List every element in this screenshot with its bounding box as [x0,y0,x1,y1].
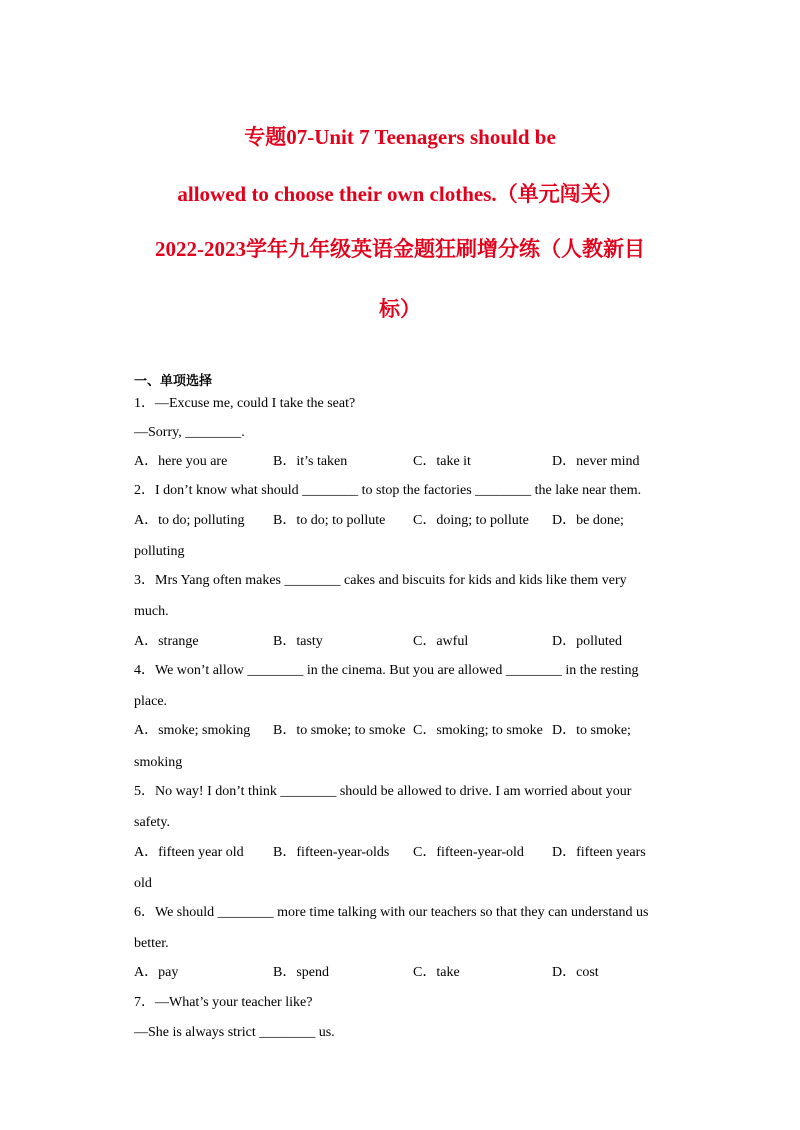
option-b: B．spend [273,965,329,980]
question-stem: —She is always strict ________ us. [134,1025,335,1040]
option-a: A．pay [134,965,179,980]
question-stem: safety. [134,815,171,830]
title-line-3: 2022-2023学年九年级英语金题狂刷增分练（人教新目 [155,237,645,261]
question-stem: —Sorry, ________. [134,425,245,440]
option-b: B．fifteen-year-olds [273,845,390,860]
option-d: D．fifteen years [552,845,646,860]
question-stem: 1．—Excuse me, could I take the seat? [134,396,356,411]
option-c: C．fifteen-year-old [413,845,524,860]
question-stem: 5．No way! I don’t think ________ should be allowed to drive. I am worried about your [134,784,632,799]
option-d: D．never mind [552,454,640,469]
option-d: D．cost [552,965,599,980]
option-b: B．to do; to pollute [273,513,386,528]
title-line-4: 标） [379,297,421,321]
option-a: A．smoke; smoking [134,723,251,738]
option-wrap: polluting [134,544,185,559]
option-c: C．take [413,965,460,980]
option-d: D．be done; [552,513,624,528]
option-c: C．take it [413,454,471,469]
option-c: C．smoking; to smoke [413,723,543,738]
option-b: B．tasty [273,634,323,649]
option-a: A．to do; polluting [134,513,245,528]
option-d: D．to smoke; [552,723,631,738]
question-stem: 2．I don’t know what should ________ to stop the factories ________ the lake near them. [134,483,642,498]
question-stem: 6．We should ________ more time talking with our teachers so that they can understand us [134,905,649,920]
question-stem: better. [134,936,169,951]
option-a: A．here you are [134,454,228,469]
title-line-1: 专题07-Unit 7 Teenagers should be [244,125,556,149]
option-d: D．polluted [552,634,622,649]
option-a: A．fifteen year old [134,845,244,860]
option-b: B．it’s taken [273,454,348,469]
option-wrap: old [134,876,152,891]
option-wrap: smoking [134,755,183,770]
option-a: A．strange [134,634,199,649]
question-stem: place. [134,694,168,709]
option-c: C．doing; to pollute [413,513,529,528]
question-stem: 3．Mrs Yang often makes ________ cakes and biscuits for kids and kids like them very [134,573,627,588]
question-stem: 4．We won’t allow ________ in the cinema. But you are allowed ________ in the resting [134,663,639,678]
section-heading: 一、单项选择 [134,374,213,389]
option-c: C．awful [413,634,469,649]
question-stem: much. [134,604,169,619]
question-stem: 7．—What’s your teacher like? [134,995,313,1010]
title-line-2: allowed to choose their own clothes.（单元闯关） [177,182,623,206]
option-b: B．to smoke; to smoke [273,723,406,738]
